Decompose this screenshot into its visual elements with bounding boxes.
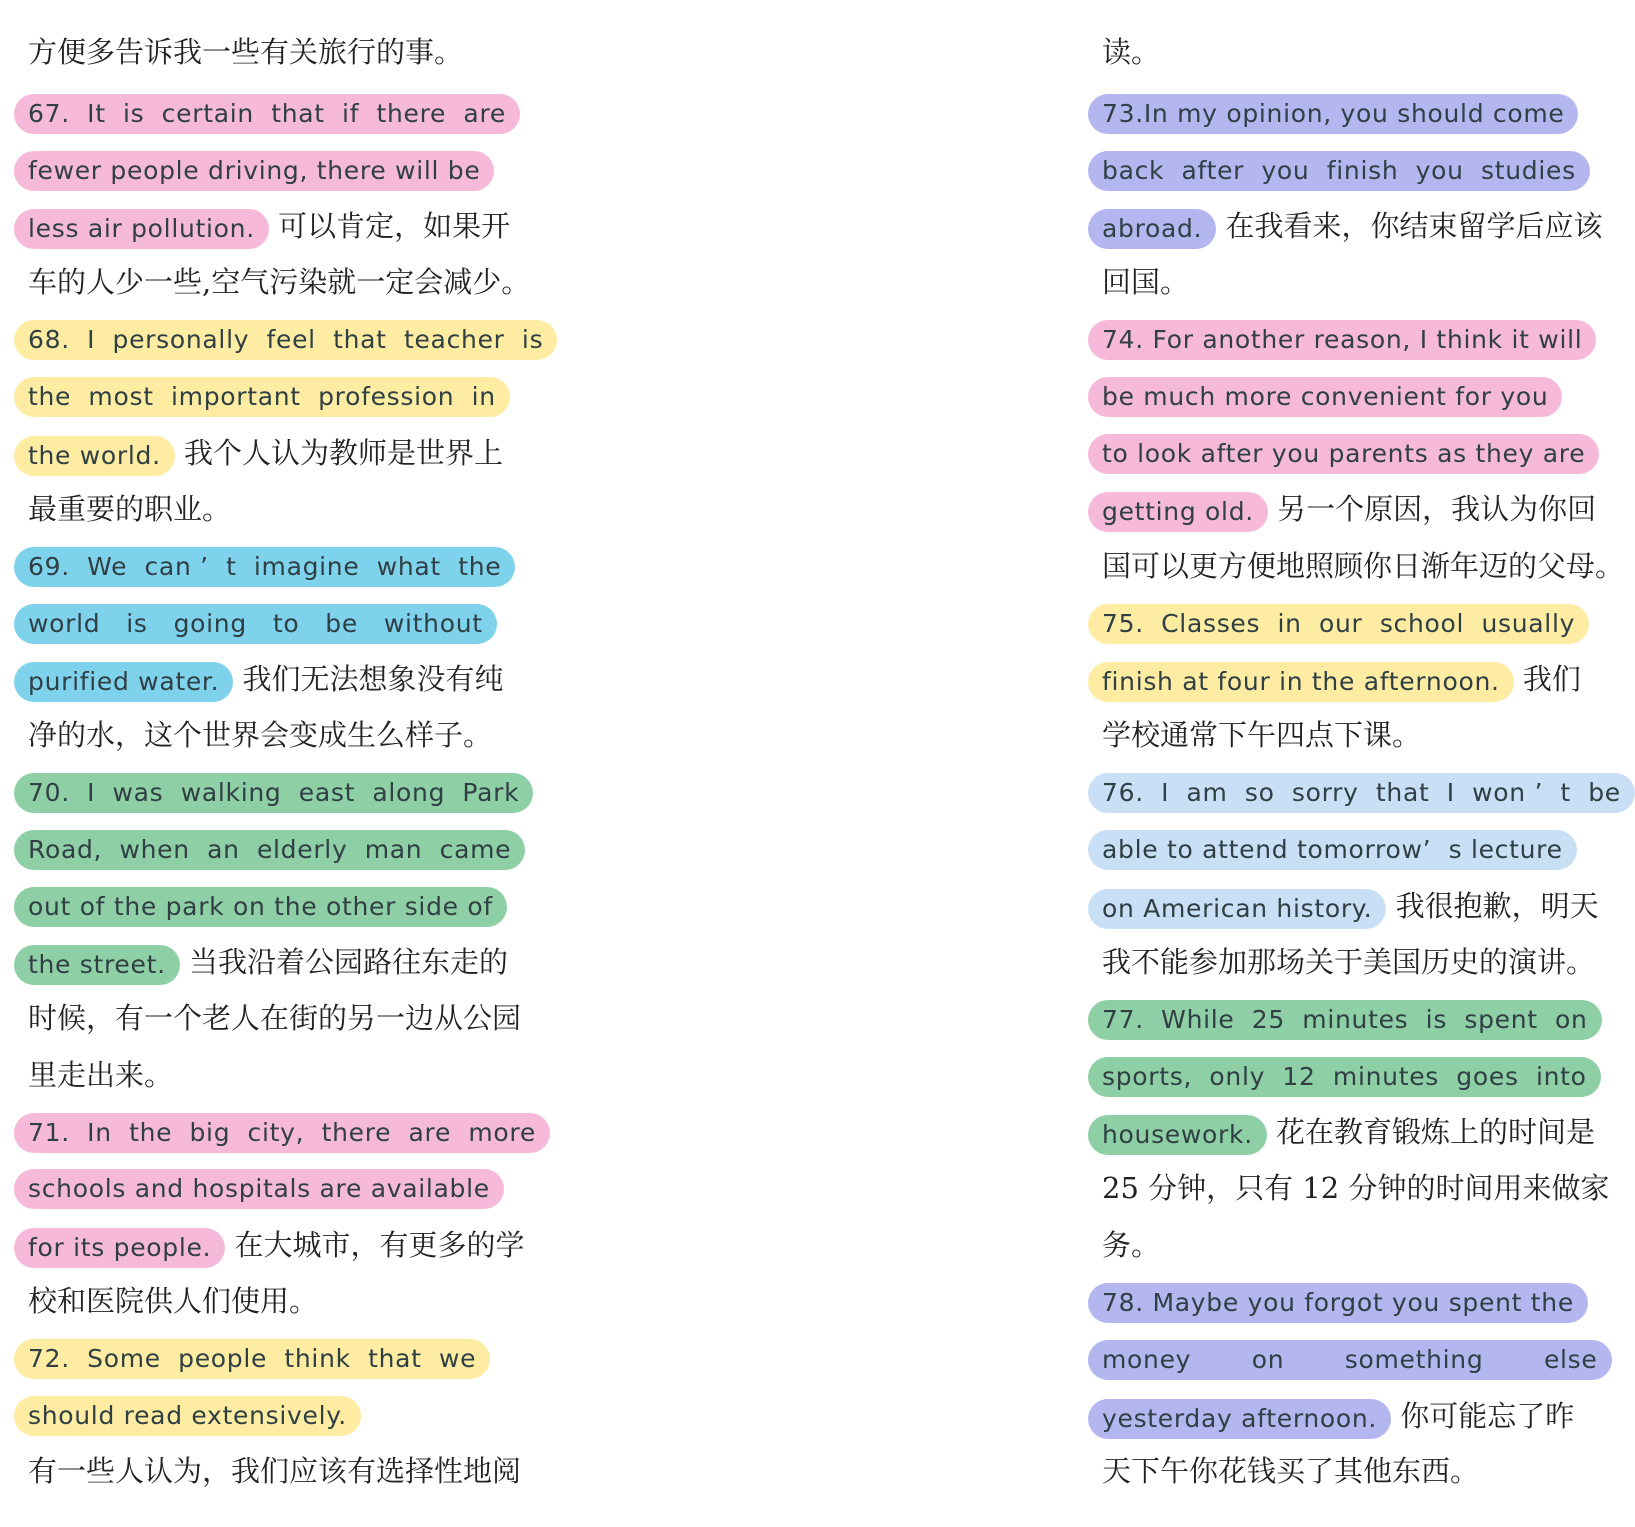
highlighted-english-text: should read extensively. [14, 1396, 361, 1436]
highlighted-english-text: fewer people driving, there will be [14, 151, 494, 191]
chinese-text: 务。 [1102, 1228, 1161, 1262]
highlighted-english-text: yesterday afternoon. [1088, 1399, 1391, 1439]
chinese-text: 里走出来。 [28, 1058, 174, 1092]
highlighted-english-text: to look after you parents as they are [1088, 434, 1599, 474]
highlighted-english-text: able to attend tomorrow’ s lecture [1088, 830, 1577, 870]
chinese-text: 25 分钟，只有 12 分钟的时间用来做家 [1102, 1171, 1610, 1205]
text-line [28, 368, 520, 424]
chinese-text: 我个人认为教师是世界上 [174, 436, 503, 470]
text-line [1102, 1160, 1610, 1216]
text-line [1102, 1048, 1594, 1104]
chinese-text: 最重要的职业。 [28, 492, 232, 526]
chinese-text: 天下午你花钱买了其他东西。 [1102, 1454, 1480, 1488]
chinese-text: 读。 [1102, 35, 1161, 69]
text-line [28, 878, 520, 934]
text-line [28, 651, 520, 707]
text-line [1102, 425, 1594, 481]
text-line [1102, 85, 1594, 141]
highlighted-english-text: 68. I personally feel that teacher is [14, 320, 557, 360]
text-line [28, 481, 520, 537]
chinese-text: 在大城市，有更多的学 [225, 1228, 525, 1262]
highlighted-english-text: 74. For another reason, I think it will [1088, 320, 1596, 360]
highlighted-english-text: 67. It is certain that if there are [14, 94, 520, 134]
text-line [28, 425, 520, 481]
text-line [1102, 142, 1594, 198]
text-line [28, 1104, 536, 1160]
text-line [1102, 1217, 1594, 1273]
text-line [1102, 821, 1594, 877]
text-line [28, 1330, 520, 1386]
chinese-text: 在我看来，你结束留学后应该 [1216, 209, 1603, 243]
text-line [1102, 481, 1597, 537]
highlighted-english-text: back after you finish you studies [1088, 151, 1590, 191]
text-line [1102, 1388, 1594, 1444]
chinese-text: 我们 [1513, 662, 1581, 696]
text-line [28, 1160, 520, 1216]
highlighted-english-text: 77. While 25 minutes is spent on [1088, 1000, 1602, 1040]
text-line [28, 764, 520, 820]
text-line [1102, 595, 1594, 651]
text-line [1102, 24, 1594, 80]
chinese-text: 方便多告诉我一些有关旅行的事。 [28, 35, 464, 69]
text-line [28, 595, 520, 651]
chinese-text: 净的水，这个世界会变成生么样子。 [28, 718, 493, 752]
highlighted-english-text: 78. Maybe you forgot you spent the [1088, 1283, 1588, 1323]
text-line [1102, 1104, 1594, 1160]
text-line [1102, 1443, 1594, 1499]
chinese-text: 时候，有一个老人在街的另一边从公园 [28, 1001, 522, 1035]
text-line [28, 990, 520, 1046]
chinese-text: 我们无法想象没有纯 [233, 662, 504, 696]
text-line [28, 1047, 520, 1103]
highlighted-english-text: money on something else [1088, 1340, 1612, 1380]
text-line [28, 934, 520, 990]
highlighted-english-text: for its people. [14, 1228, 225, 1268]
text-line [28, 24, 520, 80]
highlighted-english-text: sports, only 12 minutes goes into [1088, 1057, 1601, 1097]
chinese-text: 花在教育锻炼上的时间是 [1266, 1115, 1596, 1149]
highlighted-english-text: on American history. [1088, 889, 1386, 929]
highlighted-english-text: 73.In my opinion, you should come [1088, 94, 1578, 134]
highlighted-english-text: 69. We can ’ t imagine what the [14, 547, 515, 587]
text-line [28, 198, 520, 254]
chinese-text: 另一个原因，我认为你回 [1267, 492, 1597, 526]
text-line [28, 85, 520, 141]
highlighted-english-text: purified water. [14, 662, 233, 702]
text-line [1102, 1331, 1598, 1387]
highlighted-english-text: 70. I was walking east along Park [14, 773, 533, 813]
highlighted-english-text: finish at four in the afternoon. [1088, 662, 1514, 702]
highlighted-english-text: schools and hospitals are available [14, 1169, 504, 1209]
highlighted-english-text: the street. [14, 945, 180, 985]
text-line [1102, 538, 1625, 594]
chinese-text: 有一些人认为，我们应该有选择性地阅 [28, 1454, 522, 1488]
text-line [28, 254, 531, 310]
chinese-text: 车的人少一些,空气污染就一定会减少。 [28, 265, 531, 299]
text-line [28, 1217, 525, 1273]
chinese-text: 我不能参加那场关于美国历史的演讲。 [1102, 945, 1596, 979]
chinese-text: 可以肯定，如果开 [268, 209, 511, 243]
text-line [28, 311, 544, 367]
chinese-text: 学校通常下午四点下课。 [1102, 718, 1422, 752]
text-line [28, 1387, 520, 1443]
text-line [1102, 368, 1594, 424]
highlighted-english-text: 75. Classes in our school usually [1088, 604, 1589, 644]
text-line [1102, 878, 1599, 934]
text-line [28, 821, 520, 877]
chinese-text: 回国。 [1102, 265, 1190, 299]
highlighted-english-text: world is going to be without [14, 604, 497, 644]
chinese-text: 校和医院供人们使用。 [28, 1284, 319, 1318]
text-line [28, 142, 520, 198]
text-line [28, 538, 520, 594]
text-line [28, 707, 520, 763]
right-column [540, 0, 1625, 1527]
text-line [1102, 651, 1594, 707]
highlighted-english-text: be much more convenient for you [1088, 377, 1562, 417]
text-line [1102, 934, 1594, 990]
text-line [1102, 764, 1621, 820]
text-line [1102, 254, 1594, 310]
chinese-text: 你可能忘了昨 [1391, 1399, 1575, 1433]
highlighted-english-text: out of the park on the other side of [14, 887, 507, 927]
text-line [28, 1443, 520, 1499]
highlighted-english-text: housework. [1088, 1115, 1267, 1155]
text-line [1102, 1274, 1594, 1330]
left-column [0, 0, 544, 1527]
highlighted-english-text: the world. [14, 436, 175, 476]
chinese-text: 国可以更方便地照顾你日渐年迈的父母。 [1102, 549, 1625, 583]
highlighted-english-text: the most important profession in [14, 377, 510, 417]
highlighted-english-text: getting old. [1088, 492, 1268, 532]
highlighted-english-text: 76. I am so sorry that I won ’ t be [1088, 773, 1635, 813]
text-line [1102, 311, 1594, 367]
highlighted-english-text: Road, when an elderly man came [14, 830, 525, 870]
highlighted-english-text: 71. In the big city, there are more [14, 1113, 550, 1153]
chinese-text: 我很抱歉，明天 [1386, 889, 1599, 923]
chinese-text: 当我沿着公园路往东走的 [179, 945, 508, 979]
text-line [1102, 198, 1603, 254]
highlighted-english-text: less air pollution. [14, 209, 269, 249]
text-line [1102, 991, 1594, 1047]
highlighted-english-text: abroad. [1088, 209, 1216, 249]
highlighted-english-text: 72. Some people think that we [14, 1339, 490, 1379]
text-line [1102, 707, 1594, 763]
text-line [28, 1273, 520, 1329]
